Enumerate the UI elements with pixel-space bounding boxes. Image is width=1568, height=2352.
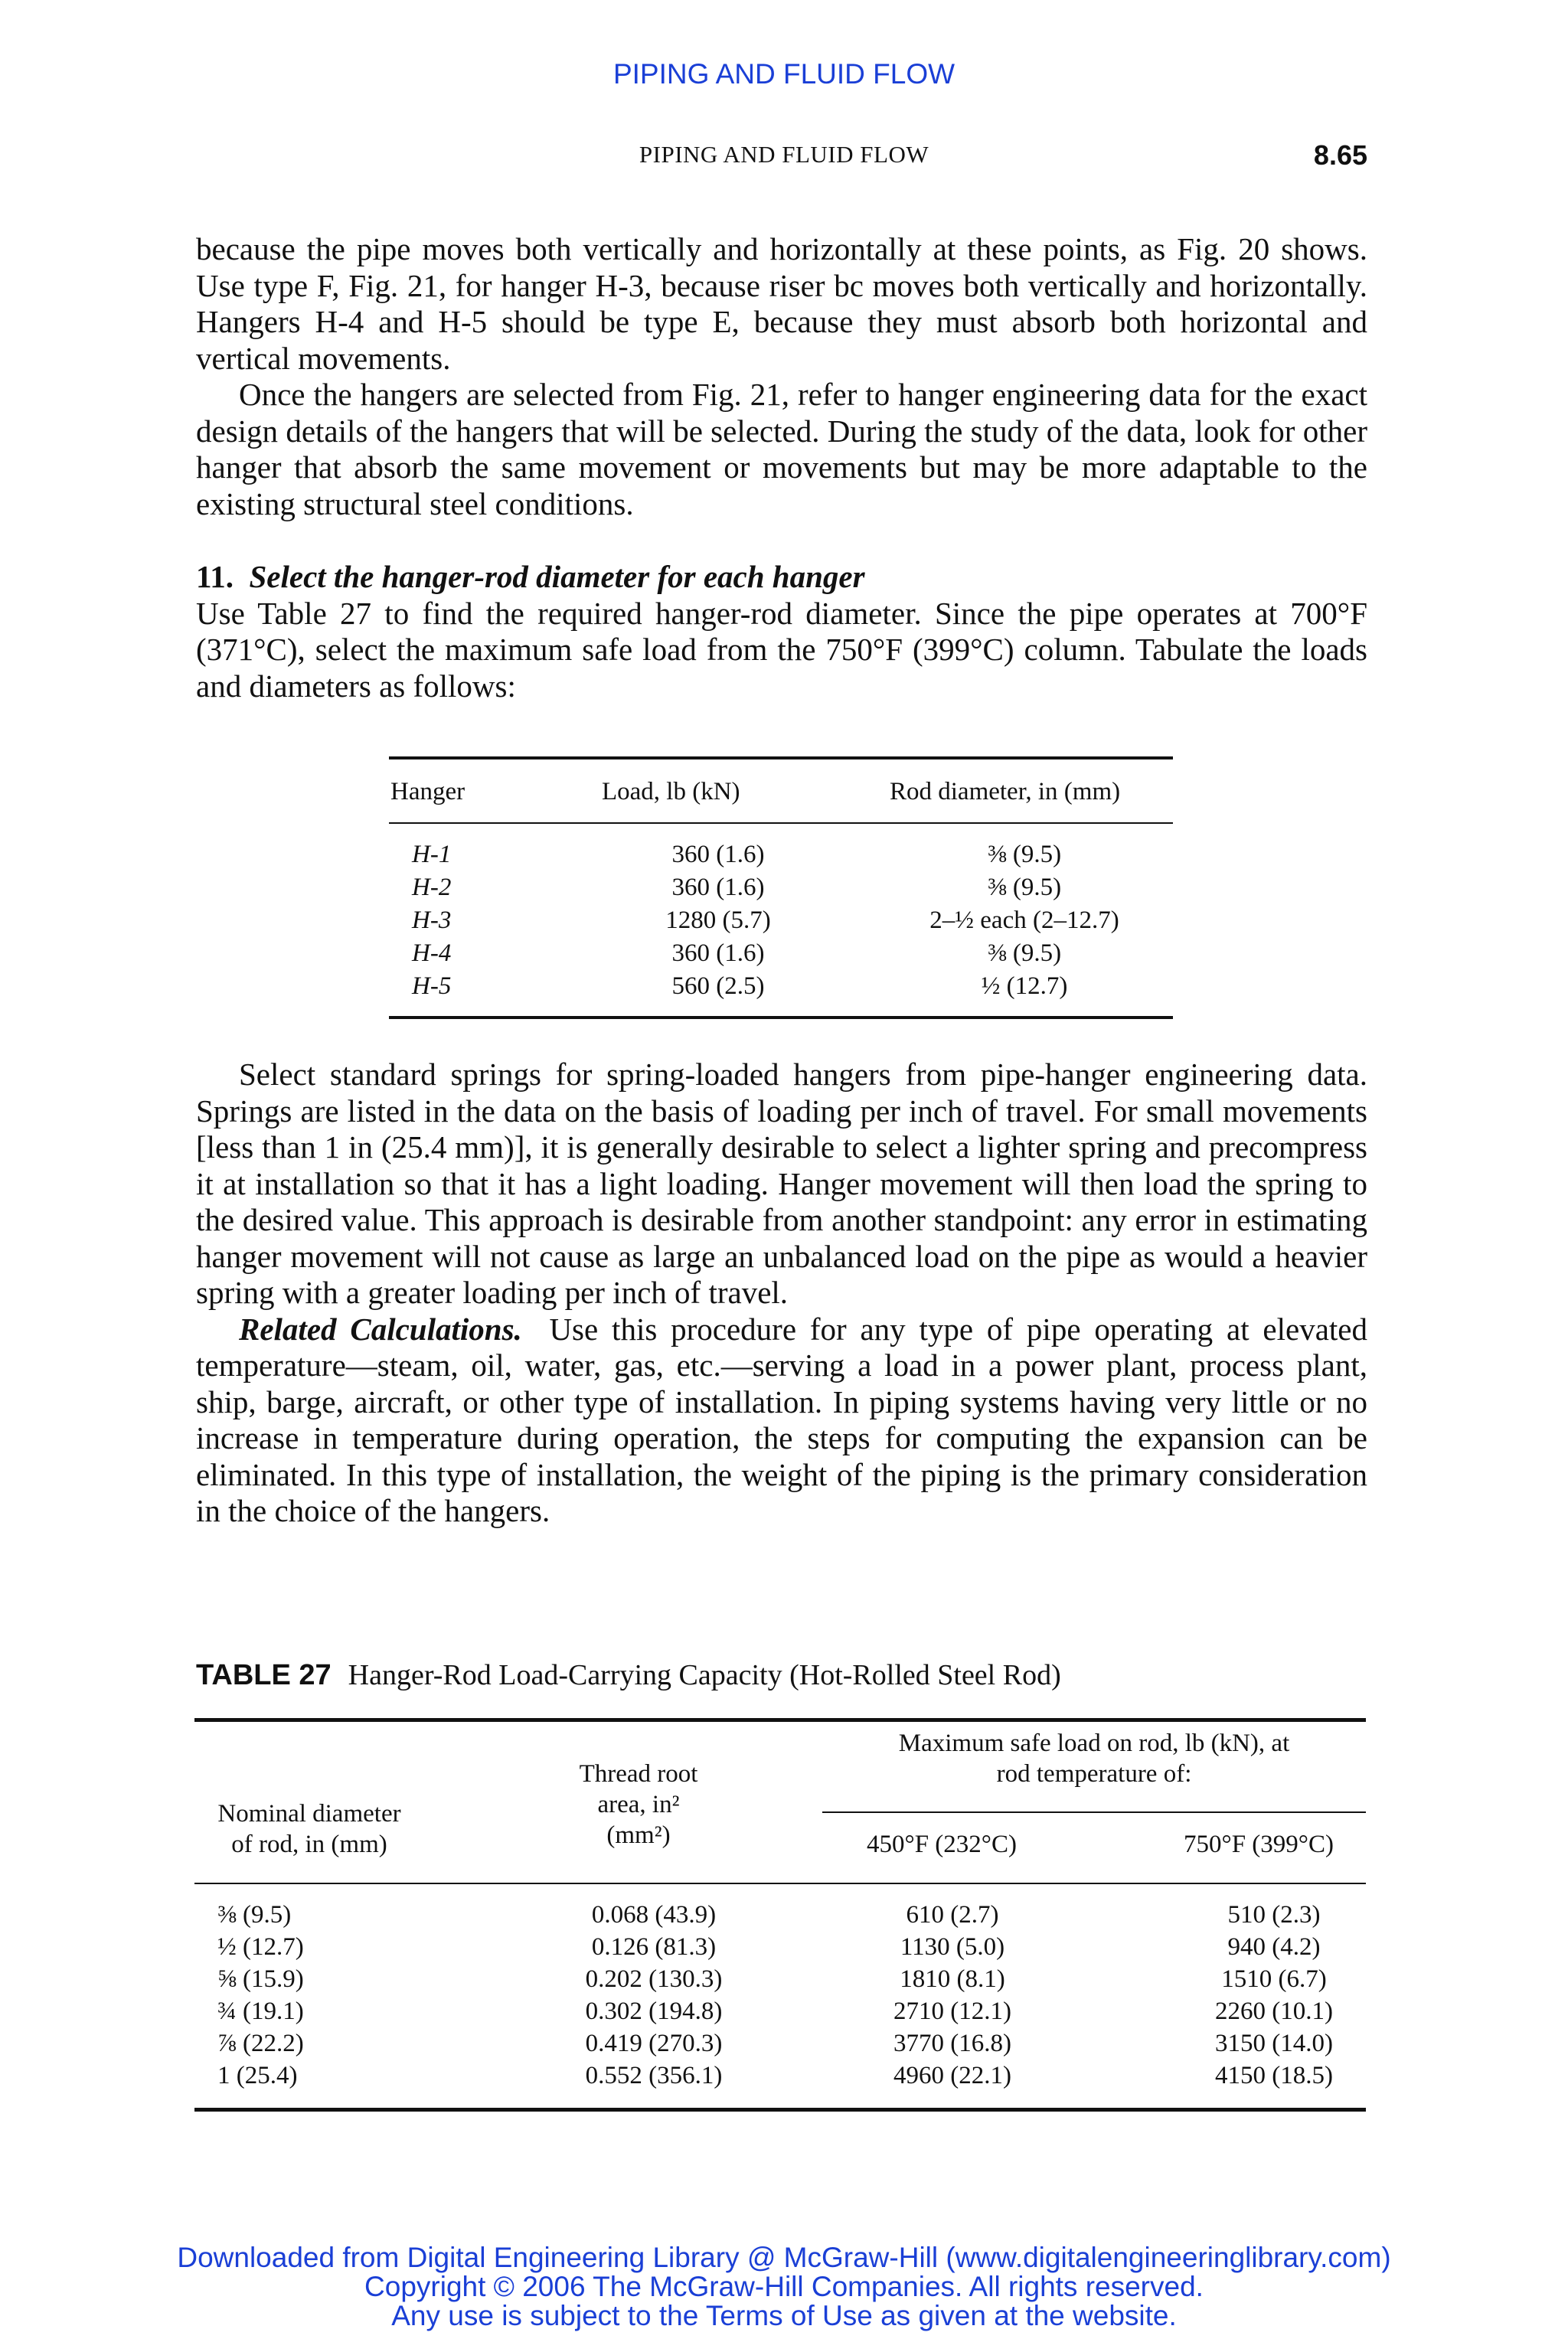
step-heading: [196, 559, 1367, 596]
load-450f-cell: 610 (2.7): [906, 1901, 999, 1929]
load-750f-cell: 2260 (10.1): [1215, 1998, 1333, 2025]
paragraph-5-text: Use this procedure for any type of pipe operating at elevated temperature—steam, oil, water, gas, etc.—serving a load in a power plant, process plant, ship, barge, aircraft, or other type of installation. In piping systems having very little or no increase in temperature during operation, the steps for computing the expansion can be eliminated. In this type of installation, the weight of the piping is the primary consideration in the choice of the hangers.: [196, 1311, 1367, 1528]
load-750f-cell: 3150 (14.0): [1215, 2030, 1333, 2057]
nominal-diameter-cell: 1 (25.4): [217, 2062, 298, 2089]
load-750f-cell: 940 (4.2): [1227, 1933, 1321, 1961]
hanger-table-header: [389, 760, 1173, 822]
table27-col1-header: [194, 1798, 424, 1860]
table27-rows: [194, 1901, 1366, 2094]
load-450f-cell: 1130 (5.0): [900, 1933, 1005, 1961]
table-row: [194, 1998, 1366, 2030]
related-calculations-label: Related Calculations.: [239, 1311, 522, 1347]
load-cell: 1280 (5.7): [665, 906, 771, 934]
rod-diameter-cell: ⅜ (9.5): [987, 841, 1062, 868]
group-line1: Maximum safe load on rod, lb (kN), at: [898, 1730, 1290, 1757]
nominal-diameter-cell: ¾ (19.1): [217, 1998, 304, 2025]
table-row: [194, 2030, 1366, 2062]
header-rod-diameter: Rod diameter, in (mm): [890, 778, 1121, 805]
group-header-rule: [822, 1811, 1366, 1813]
body-text-bottom: [196, 1057, 1367, 1530]
col2-line2: area, in²: [597, 1791, 680, 1818]
paragraph-1: because the pipe moves both vertically and horizontally at these points, as Fig. 20 shows. Use type F, Fig. 21, for hanger H-3, because riser bc moves both vertically and horizontally. Hangers H-4 and H-5 should be type E, because they must absorb both horizontal and vertical movements.: [196, 231, 1367, 376]
top-banner-title: PIPING AND FLUID FLOW: [612, 58, 956, 90]
paragraph-2: Once the hangers are selected from Fig. 21, refer to hanger engineering data for the exact design details of the hangers that will be selected. During the study of the data, look for other hanger that absorb the same movement or movements but may be more adaptable to the existing structural steel conditions.: [196, 377, 1367, 521]
load-cell: 360 (1.6): [671, 939, 765, 967]
footer-copyright-line: Copyright © 2006 The McGraw-Hill Companies. All rights reserved.: [364, 2271, 1204, 2302]
table27-col4-header: 750°F (399°C): [1184, 1831, 1334, 1858]
load-450f-cell: 1810 (8.1): [900, 1965, 1005, 1993]
table27-caption: [196, 1658, 1061, 1692]
table27: [194, 1718, 1366, 2112]
table27-label: TABLE 27: [196, 1659, 332, 1691]
nominal-diameter-cell: ½ (12.7): [217, 1933, 304, 1961]
table-row: [389, 841, 1173, 874]
header-load: Load, lb (kN): [602, 778, 740, 805]
footer: [0, 2243, 1568, 2331]
page-number: 8.65: [1313, 139, 1367, 171]
running-head: PIPING AND FLUID FLOW: [639, 141, 929, 168]
table-row: [389, 939, 1173, 972]
load-cell: 560 (2.5): [671, 972, 765, 1000]
hanger-cell: H-1: [412, 841, 452, 868]
header-hanger: Hanger: [390, 778, 466, 805]
thread-root-area-cell: 0.302 (194.8): [585, 1998, 723, 2025]
thread-root-area-cell: 0.126 (81.3): [591, 1933, 717, 1961]
hanger-table: [389, 756, 1173, 1019]
footer-download-line[interactable]: Downloaded from Digital Engineering Library @ McGraw-Hill (www.digitalengineeringlibrary.com): [177, 2242, 1391, 2273]
rod-diameter-cell: 2–½ each (2–12.7): [929, 906, 1119, 934]
load-cell: 360 (1.6): [671, 874, 765, 901]
table27-group-header: [822, 1728, 1366, 1789]
step-number: 11.: [196, 559, 234, 594]
table-row: [194, 1933, 1366, 1965]
col2-line3: (mm²): [606, 1821, 671, 1849]
table-row: [194, 1965, 1366, 1998]
load-750f-cell: 4150 (18.5): [1215, 2062, 1333, 2089]
table-row: [389, 972, 1173, 1005]
hanger-cell: H-3: [412, 906, 452, 934]
col1-line2: of rod, in (mm): [231, 1831, 387, 1858]
table-row: [389, 874, 1173, 906]
table27-rule-bottom: [194, 2108, 1366, 2112]
load-450f-cell: 2710 (12.1): [893, 1998, 1011, 2025]
thread-root-area-cell: 0.419 (270.3): [585, 2030, 723, 2057]
table-row: [194, 1901, 1366, 1933]
rod-diameter-cell: ⅜ (9.5): [987, 939, 1062, 967]
paragraph-4: Select standard springs for spring-loaded hangers from pipe-hanger engineering data. Springs are listed in the data on the basis of loading per inch of travel. For small movements [less than 1 in (25.4 mm)], it is generally desirable to select a lighter spring and precompress it at installation so that it has a light loading. Hanger movement will then load the spring to the desired value. This approach is desirable from another standpoint: any error in estimating hanger movement will not cause as large an unbalanced load on the pipe as would a heavier spring with a greater loading per inch of travel.: [196, 1057, 1367, 1310]
load-750f-cell: 510 (2.3): [1227, 1901, 1321, 1929]
table-row: [389, 906, 1173, 939]
hanger-rows: [389, 841, 1173, 1005]
thread-root-area-cell: 0.068 (43.9): [591, 1901, 717, 1929]
thread-root-area-cell: 0.202 (130.3): [585, 1965, 723, 1993]
group-line2: rod temperature of:: [996, 1760, 1192, 1788]
table27-col2-header: [524, 1759, 753, 1851]
table27-col3-header: 450°F (232°C): [867, 1831, 1017, 1858]
step-title: Select the hanger-rod diameter for each hanger: [249, 559, 865, 594]
nominal-diameter-cell: ⅝ (15.9): [217, 1965, 304, 1993]
load-450f-cell: 3770 (16.8): [893, 2030, 1011, 2057]
thread-root-area-cell: 0.552 (356.1): [585, 2062, 723, 2089]
table-row: [194, 2062, 1366, 2094]
table-rule-bottom: [389, 1016, 1173, 1019]
load-cell: 360 (1.6): [671, 841, 765, 868]
hanger-cell: H-4: [412, 939, 452, 967]
table27-title: Hanger-Rod Load-Carrying Capacity (Hot-Rolled Steel Rod): [348, 1659, 1061, 1691]
hanger-cell: H-2: [412, 874, 452, 901]
table27-header: [194, 1722, 1366, 1883]
load-450f-cell: 4960 (22.1): [893, 2062, 1011, 2089]
rod-diameter-cell: ½ (12.7): [981, 972, 1068, 1000]
load-750f-cell: 1510 (6.7): [1221, 1965, 1327, 1993]
paragraph-5: [196, 1312, 1367, 1530]
rod-diameter-cell: ⅜ (9.5): [987, 874, 1062, 901]
paragraph-3: Use Table 27 to find the required hanger-rod diameter. Since the pipe operates at 700°F (371°C), select the maximum safe load from the 750°F (399°C) column. Tabulate the loads and diameters as follows:: [196, 595, 1367, 704]
body-text-top: [196, 231, 1367, 704]
col2-line1: Thread root: [579, 1760, 698, 1788]
col1-line1: Nominal diameter: [217, 1800, 401, 1828]
nominal-diameter-cell: ⅜ (9.5): [217, 1901, 292, 1929]
hanger-cell: H-5: [412, 972, 452, 1000]
footer-terms-line: Any use is subject to the Terms of Use as given at the website.: [391, 2300, 1177, 2331]
nominal-diameter-cell: ⅞ (22.2): [217, 2030, 304, 2057]
